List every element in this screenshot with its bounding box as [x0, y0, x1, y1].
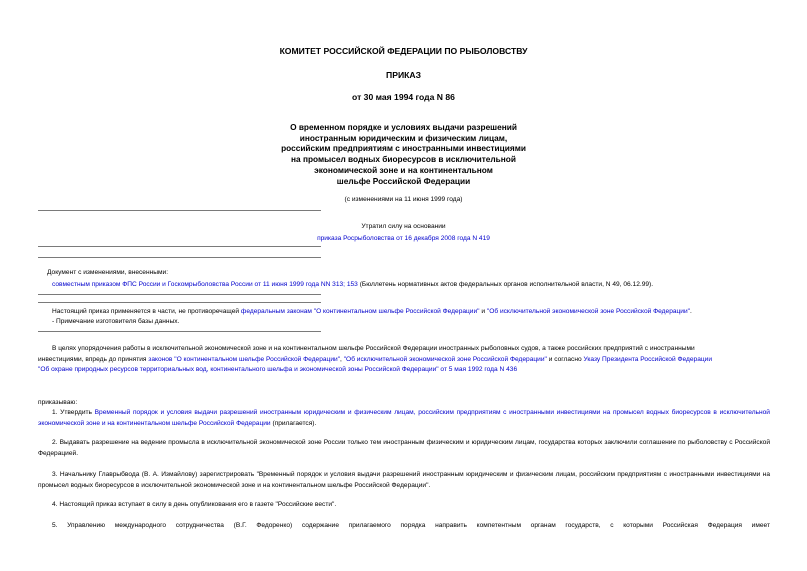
note-text: .	[690, 308, 692, 315]
amendment-order-link[interactable]: совместным приказом ФПС России и Госкомрыболовства России от 11 июня 1999 года NN 313; 153	[52, 281, 358, 288]
amendments-intro: Документ с изменениями, внесенными:	[47, 269, 169, 276]
preamble-text: и согласно	[546, 356, 584, 363]
committee-heading: КОМИТЕТ РОССИЙСКОЙ ФЕДЕРАЦИИ ПО РЫБОЛОВСТВУ	[279, 46, 528, 56]
repeal-order-link[interactable]: приказа Росрыболовства от 16 декабря 2008 года N 419	[317, 235, 490, 242]
temporary-procedure-link[interactable]: Временный порядок и условия выдачи разрешений иностранным юридическим и физическим лицам, российским предприятиям с иностранными инвестициями на промысел водных биоресурсов в исключительной экономической зоне и на континентальном шельфе Российской Федерации	[38, 409, 770, 427]
zone-law-link[interactable]: "Об исключительной экономической зоне Российской Федерации"	[343, 356, 547, 363]
shelf-law-link[interactable]: законов "О континентальном шельфе Российской Федерации"	[148, 356, 341, 363]
preamble-text: инвестициями, впредь до принятия	[38, 356, 149, 363]
divider	[38, 246, 321, 247]
preamble-line	[38, 355, 712, 365]
document-date-number: от 30 мая 1994 года N 86	[352, 92, 455, 102]
database-maker-note: - Примечание изготовителя базы данных.	[52, 318, 180, 325]
order-item-1	[38, 408, 770, 429]
changes-note: (с изменениями на 11 июня 1999 года)	[344, 196, 463, 203]
preamble-text: ,	[340, 356, 344, 363]
title-line: экономической зоне и на континентальном	[314, 164, 493, 175]
amendments-row	[52, 280, 653, 290]
presidential-decree-link[interactable]: Указу Президента Российской Федерации	[583, 356, 712, 363]
divider	[38, 294, 321, 295]
order-text: 1. Утвердить	[52, 409, 95, 416]
order-text: (прилагается).	[270, 419, 317, 427]
title-line: О временном порядке и условиях выдачи разрешений	[290, 122, 517, 132]
title-line: российским предприятиям с иностранными инвестициями	[281, 143, 526, 154]
natural-resources-decree-link[interactable]: "Об охране природных ресурсов территориальных вод, континентального шельфа и экономической зоны Российской Федерации" от 5 мая 1992 года N 436	[38, 366, 518, 373]
document-title	[0, 122, 807, 186]
divider	[38, 210, 321, 211]
divider	[38, 257, 321, 258]
order-item-3: 3. Начальнику Главрыбвода (В. А. Измайлову) зарегистрировать "Временный порядок и условия выдачи разрешений иностранным юридическим и физическим лицам, российским предприятиям с иностранными инвестициями на промысел водных биоресурсов в исключительной экономической зоне и на континентальном шельфе Российской Федерации".	[38, 471, 770, 489]
repeal-link-row	[0, 234, 807, 244]
order-item-2: 2. Выдавать разрешение на ведение промысла в исключительной экономической зоне России только тем иностранным физическим и юридическим лицам, государства которых заключили соглашение по рыболовству с Российской Федерацией.	[38, 439, 770, 457]
preamble-line: В целях упорядочения работы в исключительной экономической зоне и на континентальном шельфе Российской Федерации иностранных рыболовных судов, а также российских предприятий с иностранными	[52, 345, 695, 352]
divider	[38, 331, 321, 332]
repeal-text: Утратил силу на основании	[361, 223, 446, 230]
amendments-source: (Бюллетень нормативных актов федеральных органов исполнительной власти, N 49, 06.12.99).	[357, 281, 654, 288]
note-text: Настоящий приказ применяется в части, не противоречащей	[52, 308, 241, 315]
economic-zone-law-link[interactable]: "Об исключительной экономической зоне Российской Федерации"	[486, 308, 691, 315]
order-word: приказываю:	[38, 399, 78, 406]
note-text: и	[479, 308, 487, 315]
document-type: ПРИКАЗ	[386, 70, 421, 80]
continental-shelf-law-link[interactable]: федеральным законам "О континентальном шельфе Российской Федерации"	[240, 308, 480, 315]
order-item-4: 4. Настоящий приказ вступает в силу в день опубликования его в газете "Российские вести".	[52, 501, 337, 508]
title-line: на промысел водных биоресурсов в исключительной	[291, 154, 516, 165]
applicability-note	[52, 307, 692, 317]
order-item-5: 5. Управлению международного сотрудничества (В.Г. Федоренко) содержание прилагаемого порядка направить компетентным органам государств, с которыми Российская Федерация имеет	[52, 522, 770, 529]
preamble-line	[38, 365, 517, 375]
divider	[38, 302, 321, 303]
title-line: шельфе Российской Федерации	[336, 175, 471, 186]
title-line: иностранным юридическим и физическим лицам,	[299, 132, 508, 143]
